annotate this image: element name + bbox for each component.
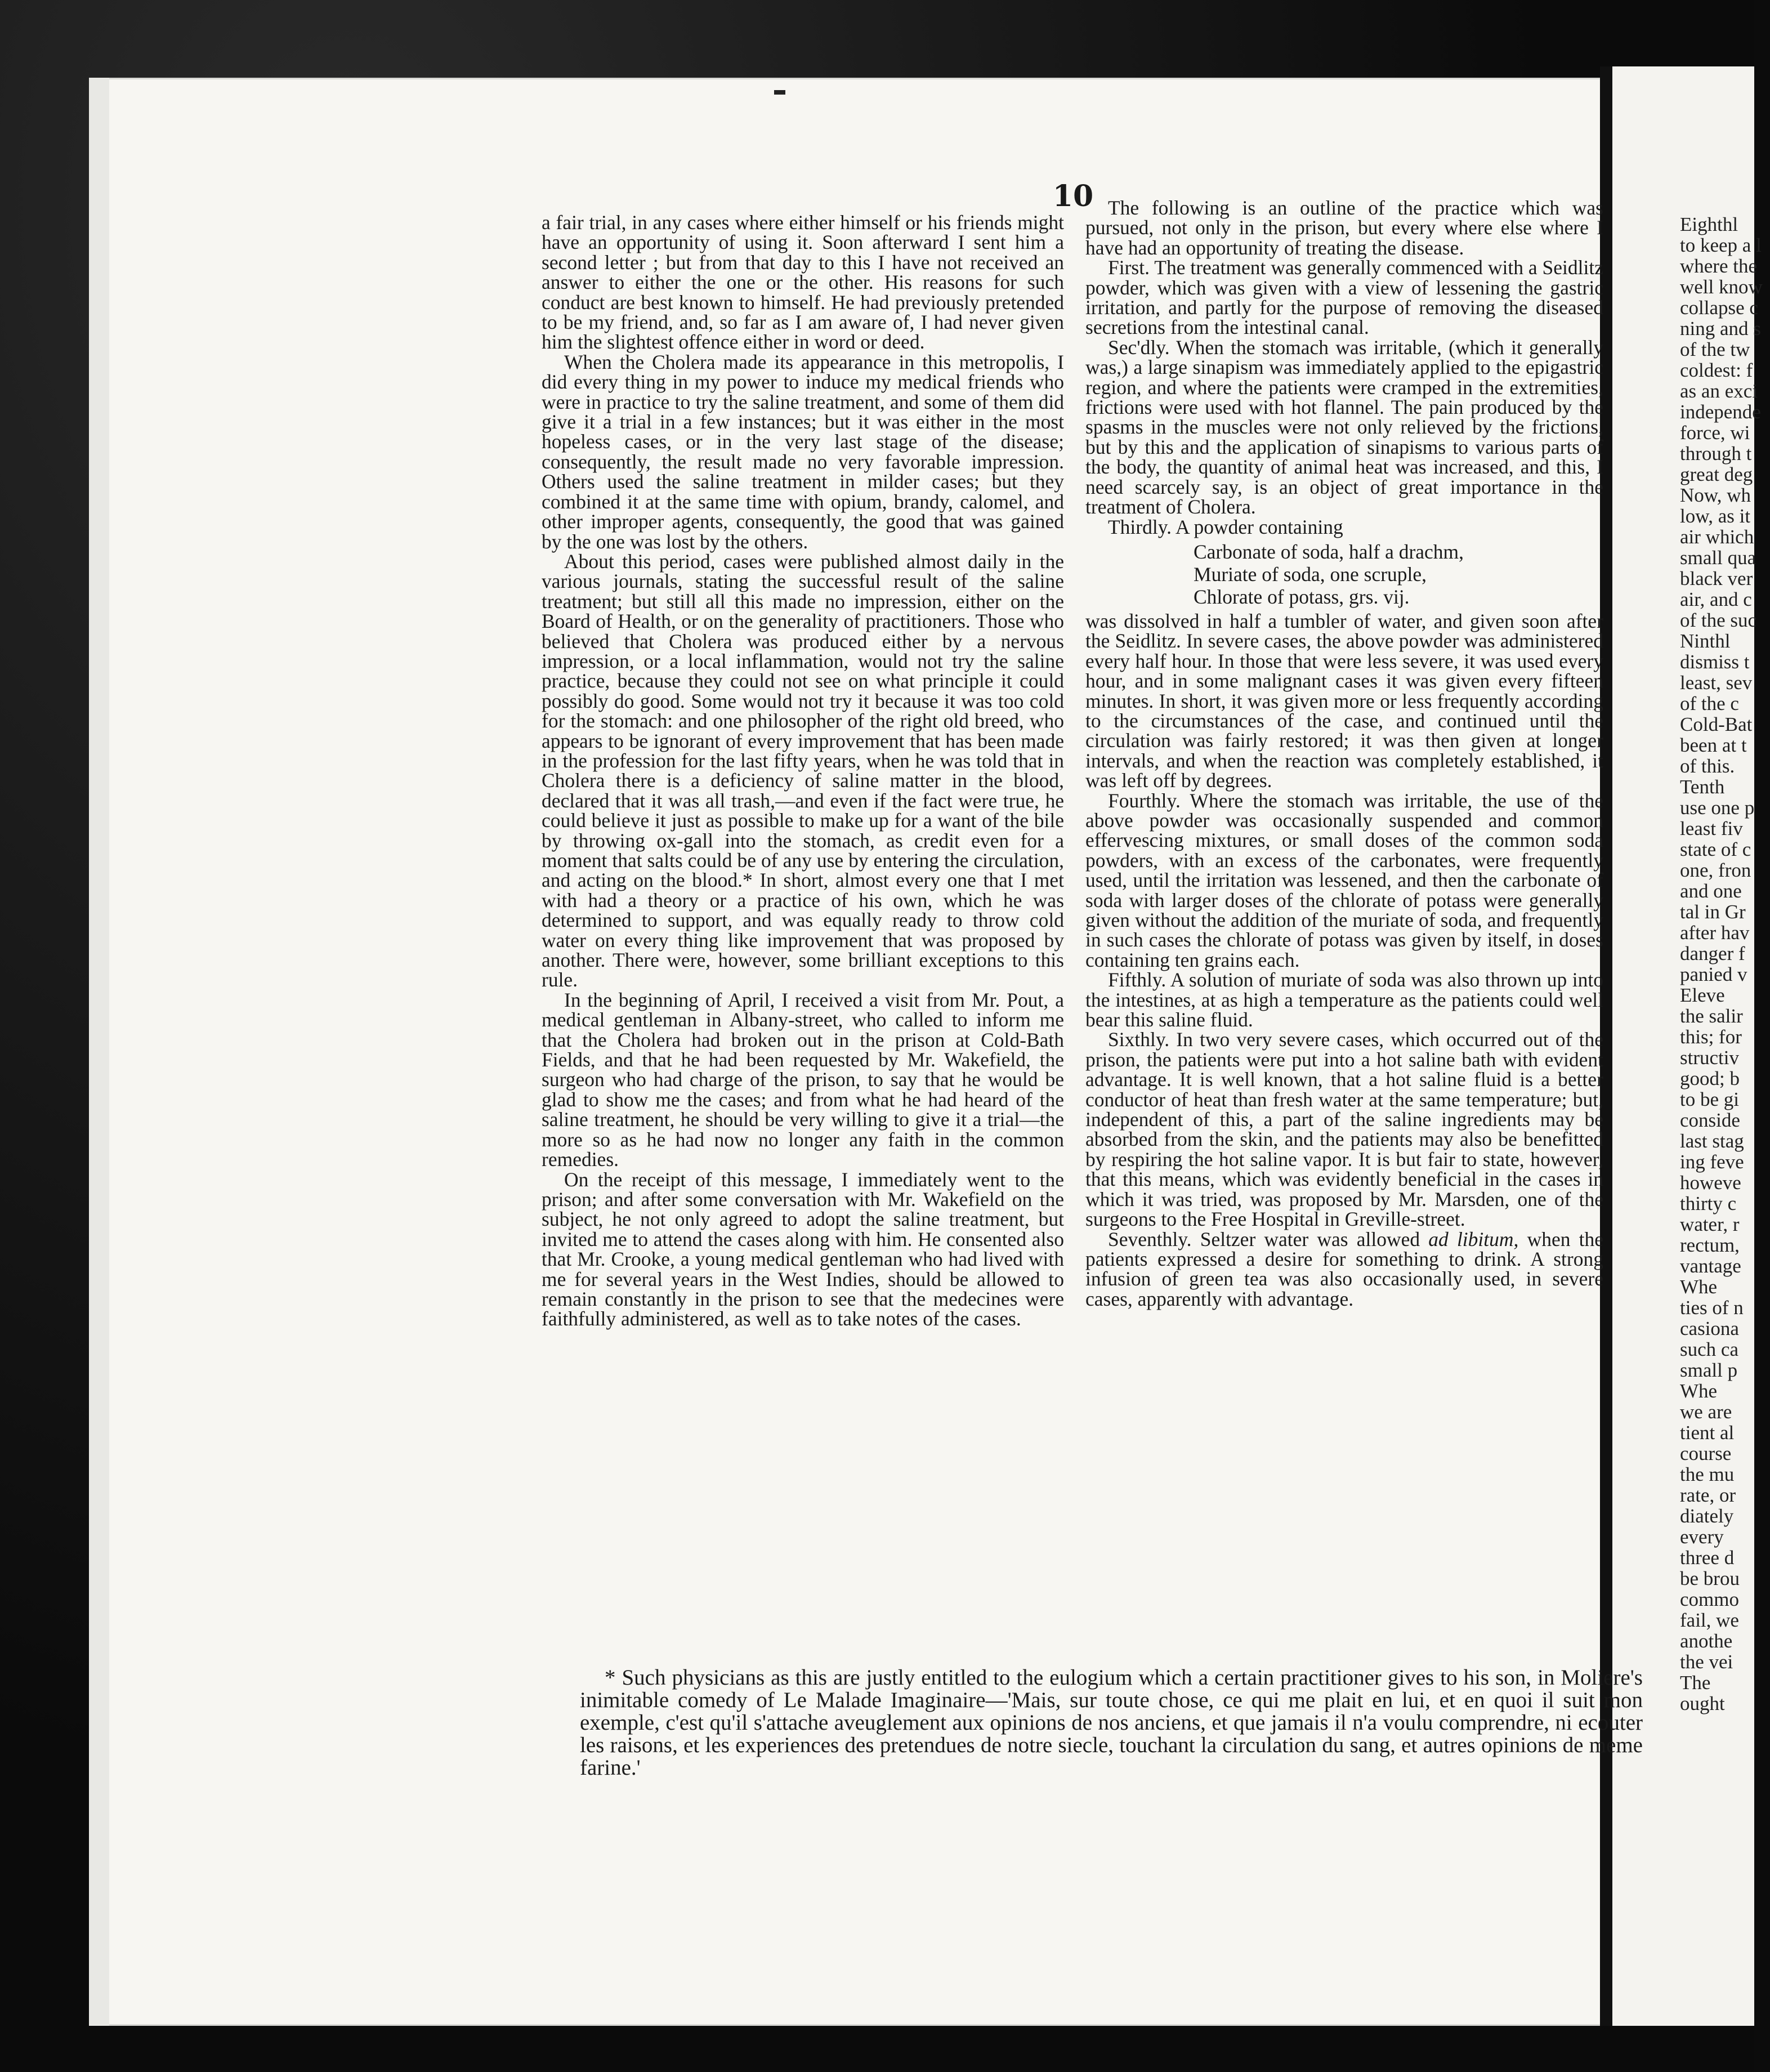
facing-page-line: the salir [1680,1005,1743,1027]
paragraph-secondly: Sec'dly. When the stomach was irritable, (which it generally was,) a large sinapism was immediately applied to the epigastric region, and where the patients were cramped in the extremities, frictions were used with hot flannel. The pain produced by the spasms in the muscles were not only relieved by the frictions, but by this and the application of sinapisms to various parts of the body, the quantity of animal heat was increased, and this, I need scarcely say, is an object of great importance in the treatment of Cholera. [1085,336,1603,519]
recipe-list [1194,541,1603,608]
facing-page-line: least fiv [1680,818,1743,839]
facing-page-line: independe [1680,401,1761,423]
facing-page-line: ought [1680,1693,1725,1714]
facing-page-line: howeve [1680,1172,1741,1194]
seventhly-italic: ad libitum, [1428,1227,1519,1251]
ink-mark [774,90,785,95]
paragraph-first: First. The treatment was generally commenced with a Seidlitz powder, which was given with a view of lessening the gastric irritation, and partly for the purpose of removing the diseased secretions from the intestinal canal. [1085,256,1603,339]
footnote [580,1667,1643,1779]
facing-page-line: Cold-Bat [1680,713,1753,735]
facing-page-line: course [1680,1443,1732,1464]
facing-page-line: as an exci [1680,380,1758,402]
facing-page-line: commo [1680,1588,1739,1610]
left-text-column [542,213,1064,1329]
facing-page-line: least, sev [1680,672,1753,694]
facing-page-line: ties of n [1680,1297,1744,1319]
paragraph: In the beginning of April, I received a visit from Mr. Pout, a medical gentleman in Albany-street, who called to inform me that the Cholera had broken out in the prison at Cold-Bath Fields, and that he had been requested by Mr. Wakefield, the surgeon who had charge of the prison, to say that he would be glad to show me the cases; and from what he had heard of the saline treatment, he should be very willing to give it a trial—the more so as he had now no longer any faith in the common remedies. [542,988,1064,1171]
facing-page-line: coldest: f [1680,359,1753,381]
facing-page-line: Now, wh [1680,484,1751,506]
facing-page-line: water, r [1680,1213,1740,1235]
facing-page-line: Eleve [1680,984,1725,1006]
facing-page-line: three d [1680,1547,1735,1569]
facing-page-line: we are [1680,1401,1732,1423]
facing-page-line: of the tw [1680,338,1750,360]
facing-page-line: such ca [1680,1338,1738,1360]
facing-page-line: after hav [1680,922,1750,944]
facing-page-line: Ninthl [1680,630,1731,652]
facing-page-line: of this. [1680,755,1735,777]
paragraph: a fair trial, in any cases where either himself or his friends might have an opportunity of using it. Soon afterward I sent him a second letter ; but from that day to this I have not received an answer to either the one or the other. His reasons for such conduct are best known to himself. He had previously pretended to be my friend, and, so far as I am aware of, I had never given him the slightest offence either in word or deed. [542,211,1064,354]
facing-page-line: of the suc [1680,609,1757,631]
facing-page-line: Whe [1680,1276,1718,1298]
facing-page-line: panied v [1680,963,1747,985]
recipe-line: Carbonate of soda, half a drachm, [1194,540,1464,563]
paragraph-seventhly [1085,1227,1603,1310]
facing-page-line: well know [1680,276,1763,298]
facing-page-line: small qua [1680,547,1756,569]
facing-page-line: dismiss t [1680,651,1750,673]
facing-page-line: collapse c [1680,297,1758,319]
facing-page-line: danger f [1680,943,1745,964]
facing-page-line: ning and s [1680,318,1761,340]
facing-page-line: the mu [1680,1463,1735,1485]
paragraph: On the receipt of this message, I immediately went to the prison; and after some conversation with Mr. Wakefield on the subject, he not only agreed to adopt the saline treatment, but invited me to attend the cases along with him. He consented also that Mr. Crooke, a young medical gentleman who had lived with me for several years in the West Indies, should be allowed to remain constantly in the prison to see that the medecines were faithfully administered, as well as to take notes of the cases. [542,1168,1064,1330]
facing-page-line: the vei [1680,1651,1733,1673]
facing-page-line: fail, we [1680,1609,1739,1631]
facing-page-line: anothe [1680,1630,1733,1652]
facing-page-line: Whe [1680,1380,1718,1402]
facing-page-line: last stag [1680,1130,1744,1152]
right-text-column [1085,198,1603,1309]
paragraph-sixthly: Sixthly. In two very severe cases, which occurred out of the prison, the patients were put into a hot saline bath with evident advantage. It is well known, that a hot saline fluid is a better conductor of heat than fresh water at the same temperature; but, independent of this, a part of the saline ingredients may be absorbed from the skin, and the patients may also be benefitted by respiring the hot saline vapor. It is but fair to state, however, that this means, which was evidently beneficial in the cases in which it was tried, was proposed by Mr. Marsden, one of the surgeons to the Free Hospital in Greville-street. [1085,1028,1603,1231]
facing-page-line: and one [1680,880,1742,902]
facing-page-line: be brou [1680,1568,1740,1589]
paragraph-fifthly: Fifthly. A solution of muriate of soda was also thrown up into the intestines, at as high a temperature as the patients could well bear this saline fluid. [1085,968,1603,1031]
facing-page-line: good; b [1680,1068,1740,1089]
facing-page-line: air which [1680,526,1754,548]
facing-page-line: state of c [1680,838,1751,860]
facing-page-line: this; for [1680,1026,1742,1048]
facing-page-line: structiv [1680,1047,1739,1069]
paragraph-fourthly: Fourthly. Where the stomach was irritable, the use of the above powder was occasionally suspended and common effervescing mixtures, or small doses of the common soda powders, with an excess of the carbonates, were frequently used, until the irritation was lessened, and then the carbonate of soda with larger doses of the chlorate of potass were generally given without the addition of the muriate of soda, and frequently in such cases the chlorate of potass was given by itself, in doses containing ten grains each. [1085,789,1603,971]
facing-page-line: great deg [1680,463,1753,485]
facing-page-line: rectum, [1680,1234,1740,1256]
facing-page-line: vantage [1680,1255,1741,1277]
paragraph: About this period, cases were published almost daily in the various journals, stating the successful result of the saline treatment; but still all this made no impression, either on the Board of Health, or on the generality of practitioners. Those who believed that Cholera was produced either by a nervous impression, or a local inflammation, would not try the saline practice, because they could not see on what principle it could possibly do good. Some would not try it because it was too cold for the stomach: and one philosopher of the right old breed, who appears to be ignorant of every improvement that has been made in the profession for the last fifty years, when he was told that in Cholera there is a deficiency of saline matter in the blood, declared that it was all trash,—and even if the fact were true, he could believe it just as possible to make up for a want of the bile by throwing ox-gall into the stomach, as credit even for a moment that salts could be of any use by entering the circulation, and acting on the blood.* In short, almost every one that I met with had a theory or a practice of his own, which he was determined to support, and was equally ready to throw cold water on every thing like improvement that was proposed by another. There were, however, some brilliant exceptions to this rule. [542,550,1064,992]
facing-page-line: use one p [1680,797,1755,819]
paragraph-intro: The following is an outline of the practice which was pursued, not only in the prison, but every where else where I have had an opportunity of treating the disease. [1085,197,1603,259]
facing-page-line: casiona [1680,1318,1739,1339]
facing-page-line: where the [1680,255,1758,277]
facing-page-line: one, fron [1680,859,1751,881]
facing-page-line: Tenth [1680,776,1725,798]
recipe-line: Chlorate of potass, grs. vij. [1194,585,1410,608]
paragraph-thirdly: Thirdly. A powder containing [1108,515,1343,538]
facing-page-column [1680,214,1770,1714]
seventhly-text: Seventhly. Seltzer water was allowed [1108,1227,1429,1251]
footnote-text: * Such physicians as this are justly entitled to the eulogium which a certain practitioner gives to his son, in Moliere's inimitable comedy of Le Malade Imaginaire—'Mais, sur toute chose, ce qui me plait en lui, et en quoi il suit mon exemple, c'est qu'il s'attache aveuglement aux opinions de nos anciens, et que jamais il n'a voulu comprendre, ni ecouter les raisons, et les experiences des pretendues de notre siecle, touchant la circulation du sang, et autres opinions de meme farine.' [580,1665,1643,1780]
page-left-edge [89,78,109,2026]
facing-page-line: black ver [1680,568,1753,590]
facing-page-line: through t [1680,443,1752,465]
recipe-line: Muriate of soda, one scruple, [1194,562,1427,586]
facing-page-line: to be gi [1680,1088,1739,1110]
facing-page-line: to keep a l [1680,234,1762,256]
page-number: 10 [1052,179,1094,213]
facing-page-line: low, as it [1680,505,1751,527]
facing-page-line: conside [1680,1109,1740,1131]
facing-page-line: small p [1680,1359,1738,1381]
facing-page-line: rate, or [1680,1484,1736,1506]
facing-page-line: been at t [1680,734,1747,756]
facing-page-line: diately [1680,1505,1734,1527]
facing-page-line: of the c [1680,693,1739,715]
facing-page-line: Eighthl [1680,213,1738,235]
seventhly-text-end: when the patients expressed a desire for something to drink. A strong infusion of green tea was also occasionally used, in severe cases, apparently with advantage. [1085,1227,1603,1310]
paragraph: When the Cholera made its appearance in this metropolis, I did every thing in my power to induce my medical friends who were in practice to try the saline treatment, and some of them did give it a trial in a few instances; but it was either in the most hopeless cases, or in the very last stage of the disease; consequently, the result made no very favorable impression. Others used the saline treatment in milder cases; but they combined it at the same time with opium, brandy, calomel, and other improper agents, consequently, the good that was gained by the one was lost by the others. [542,350,1064,553]
paragraph-thirdly-continued: was dissolved in half a tumbler of water, and given soon after the Seidlitz. In severe cases, the above powder was administered every half hour. In those that were less severe, it was used every hour, and in some malignant cases it was given every fifteen minutes. In short, it was given more or less frequently according to the circumstances of the case, and continued until the circulation was fairly restored; it was then given at longer intervals, and when the reaction was completely established, it was left off by degrees. [1085,609,1603,792]
facing-page-line: tient al [1680,1422,1735,1444]
facing-page-line: ing feve [1680,1151,1744,1173]
facing-page-line: tal in Gr [1680,901,1746,923]
facing-page-line: The [1680,1672,1711,1694]
facing-page-line: force, wi [1680,422,1750,444]
facing-page-line: air, and c [1680,588,1752,610]
facing-page-line: every [1680,1526,1724,1548]
facing-page-line: thirty c [1680,1193,1737,1214]
